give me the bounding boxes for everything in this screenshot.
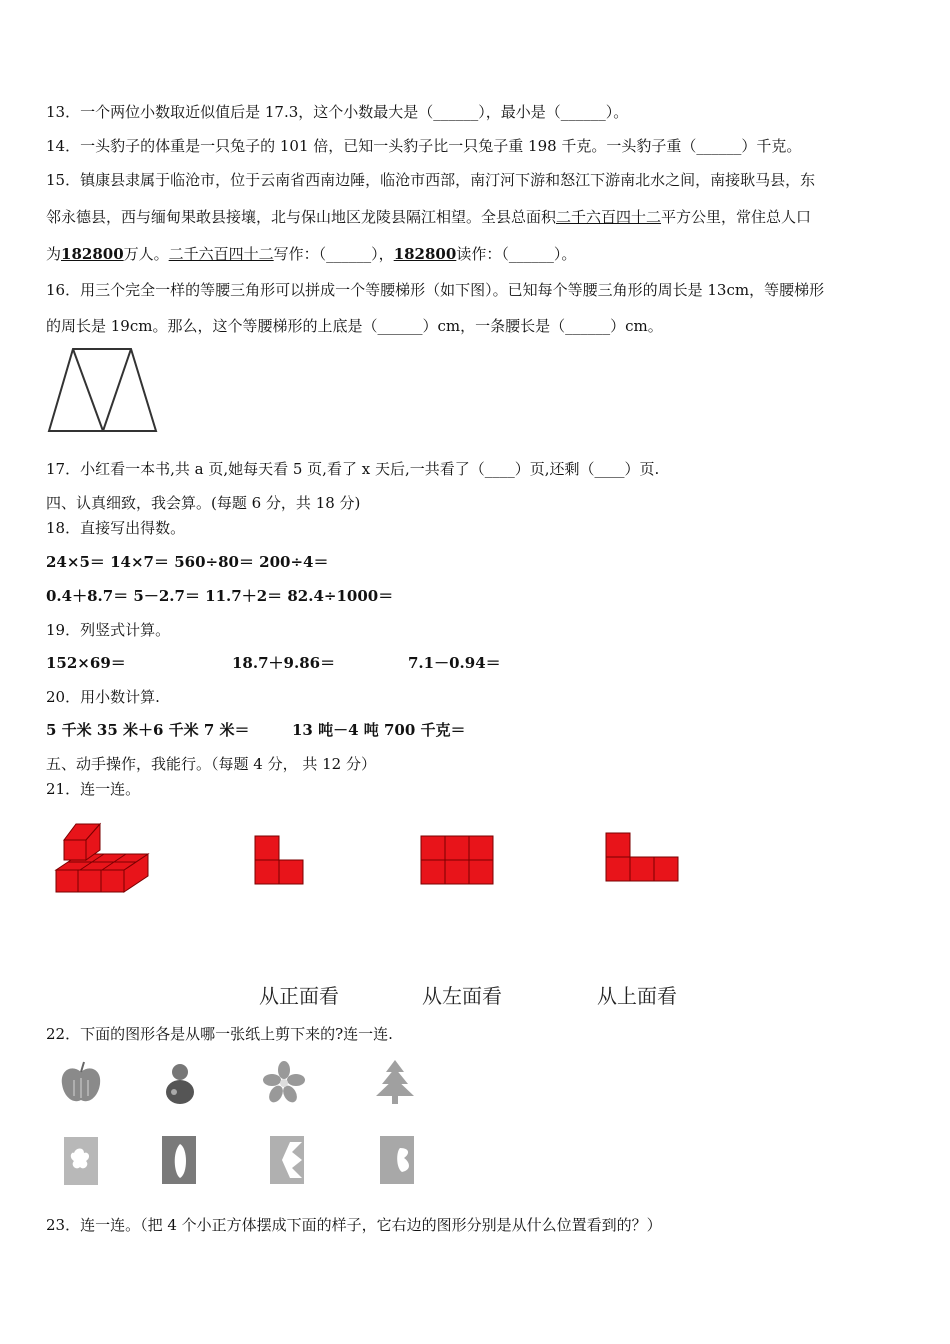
view-shape-2 <box>420 835 496 887</box>
caption-front-view: 从正面看 <box>259 984 339 1008</box>
question-15-line2 <box>46 207 811 227</box>
question-20-expr2: 13 吨－4 吨 700 千克＝ <box>292 721 466 739</box>
question-19-expr2: 18.7＋9.86＝ <box>232 654 336 672</box>
question-19-title: 19．列竖式计算。 <box>46 621 171 639</box>
question-20-expr1: 5 千米 35 米＋6 千米 7 米＝ <box>46 721 250 739</box>
question-13: 13．一个两位小数取近似值后是 17.3，这个小数最大是（______），最小是（______）。 <box>46 103 629 121</box>
paper-sheet-3-icon <box>268 1134 308 1186</box>
q15-underlined-number: 二千六百四十二 <box>556 208 662 226</box>
question-14: 14．一头豹子的体重是一只兔子的 101 倍，已知一头豹子比一只兔子重 198 千克。一头豹子重（______）千克。 <box>46 137 802 155</box>
paper-sheet-2-icon <box>160 1134 200 1186</box>
question-17: 17．小红看一本书,共 a 页,她每天看 5 页,看了 x 天后,一共看了（____）页,还剩（____）页. <box>46 460 660 478</box>
q15-underlined-number: 182800 <box>393 245 457 263</box>
question-16-line2: 的周长是 19cm。那么，这个等腰梯形的上底是（______）cm，一条腰长是（______）cm。 <box>46 317 663 335</box>
caption-top-view: 从上面看 <box>597 984 677 1008</box>
view-shape-1 <box>254 835 306 887</box>
caption-left-view: 从左面看 <box>422 984 502 1008</box>
question-18-row2: 0.4＋8.7＝ 5－2.7＝ 11.7＋2＝ 82.4÷1000＝ <box>46 587 394 605</box>
question-18-title: 18．直接写出得数。 <box>46 519 186 537</box>
question-19-expr3: 7.1－0.94＝ <box>408 654 501 672</box>
q15-text: 万人。 <box>123 245 169 263</box>
view-shape-3 <box>605 832 681 884</box>
apple-shape-icon <box>58 1060 104 1106</box>
question-20-title: 20．用小数计算. <box>46 688 160 706</box>
section-4-title: 四、认真细致，我会算。(每题 6 分，共 18 分) <box>46 494 361 512</box>
tree-shape-icon <box>374 1058 416 1106</box>
paper-sheet-1-icon <box>62 1135 102 1187</box>
q15-underlined-number: 182800 <box>61 245 124 263</box>
q15-text: 读作：（______）。 <box>456 245 577 263</box>
q15-text: 邻永德县，西与缅甸果敢县接壤，北与保山地区龙陵县隔江相望。全县总面积 <box>46 208 557 226</box>
question-16-line1: 16．用三个完全一样的等腰三角形可以拼成一个等腰梯形（如下图）。已知每个等腰三角形的周长是 13cm，等腰梯形 <box>46 281 825 299</box>
q15-underlined-number: 二千六百四十二 <box>168 245 274 263</box>
section-5-title: 五、动手操作，我能行。（每题 4 分， 共 12 分） <box>46 755 376 773</box>
q15-text: 平方公里，常住总人口 <box>661 208 812 226</box>
question-21-title: 21．连一连。 <box>46 780 141 798</box>
question-15-line1: 15．镇康县隶属于临沧市，位于云南省西南边陲，临沧市西部，南汀河下游和怒江下游南北水之间，南接耿马县，东 <box>46 171 816 189</box>
question-19-expr1: 152×69＝ <box>46 654 126 672</box>
question-18-row1: 24×5＝ 14×7＝ 560÷80＝ 200÷4＝ <box>46 553 329 571</box>
question-15-line3 <box>46 244 576 264</box>
question-23-title: 23．连一连。（把 4 个小正方体摆成下面的样子，它右边的图形分别是从什么位置看到的？） <box>46 1216 662 1234</box>
flower-shape-icon <box>262 1060 306 1104</box>
question-22-title: 22．下面的图形各是从哪一张纸上剪下来的?连一连. <box>46 1025 393 1043</box>
gourd-shape-icon <box>160 1060 200 1106</box>
q15-text: 写作：（______）， <box>273 245 394 263</box>
q15-text: 为 <box>46 245 62 263</box>
trapezoid-figure <box>46 345 160 435</box>
cube-stack-figure <box>52 820 152 895</box>
paper-sheet-4-icon <box>378 1134 418 1186</box>
